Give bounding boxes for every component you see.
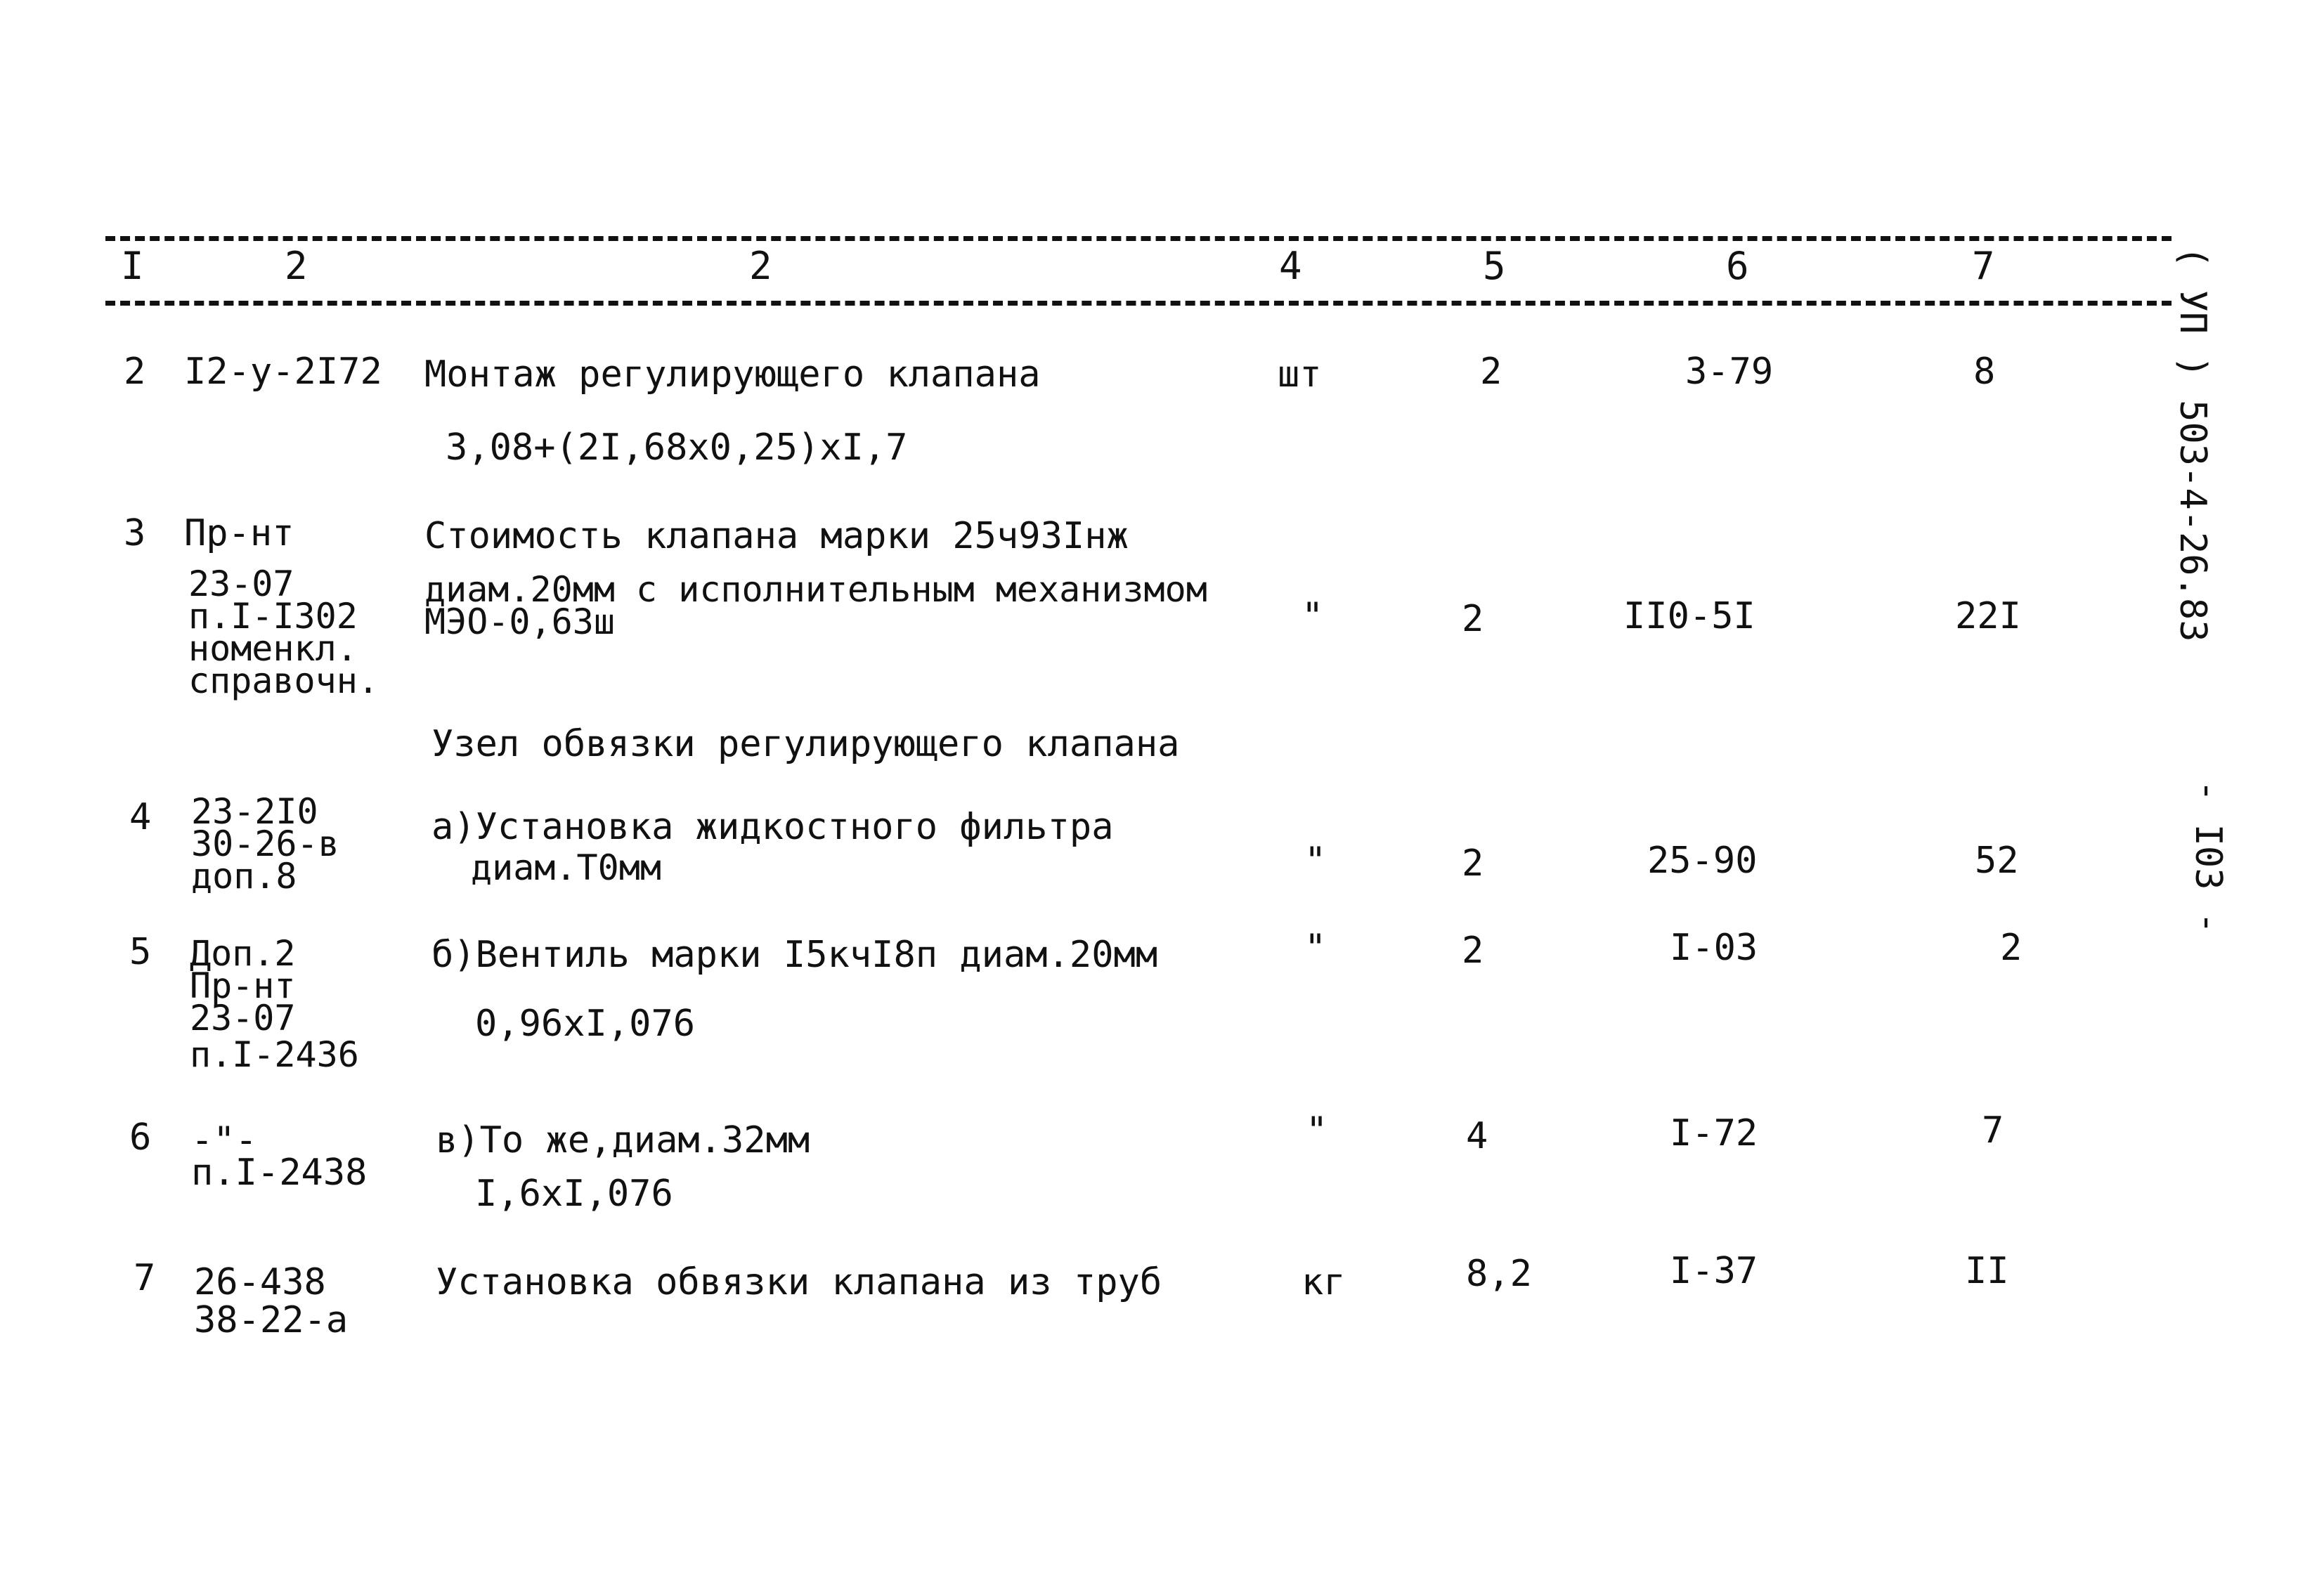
row-description: б)Вентиль марки I5кчI8п диам.20мм [431, 934, 1158, 976]
row-number: 2 [124, 351, 146, 393]
row-reference-line: п.I-2436 [190, 1034, 359, 1075]
row-number: 6 [129, 1116, 152, 1159]
header-col-1: I [121, 244, 144, 288]
row-number: 5 [129, 931, 152, 973]
row-reference: 23-2I0 [191, 791, 318, 832]
row-reference-line: п.I-2438 [191, 1152, 368, 1194]
row-description: Стоимость клапана марки 25ч93Iнж [424, 515, 1129, 557]
row-quantity: 4 [1466, 1115, 1488, 1157]
header-col-3: 2 [749, 244, 772, 288]
row-description: в)То же,диам.32мм [436, 1119, 810, 1161]
row-formula: 0,96xI,076 [475, 1003, 696, 1045]
row-reference-line: 30-26-в [191, 823, 339, 864]
row-reference: Пр-нт [184, 512, 294, 554]
row-quantity: 2 [1462, 598, 1484, 640]
header-col-4: 4 [1279, 244, 1302, 288]
row-number: 4 [129, 796, 152, 838]
group-heading: Узел обвязки регулирующего клапана [431, 723, 1180, 765]
row-price: 3-79 [1685, 351, 1774, 393]
row-description-line: диам.Т0мм [471, 847, 661, 888]
row-formula: 3,08+(2I,68x0,25)xI,7 [446, 426, 908, 469]
row-total: 22I [1955, 595, 2021, 637]
row-quantity: 2 [1462, 842, 1484, 885]
row-reference-line: справочн. [188, 660, 379, 701]
header-col-6: 6 [1726, 244, 1749, 288]
row-description: а)Установка жидкостного фильтра [431, 806, 1114, 848]
row-description: Монтаж регулирующего клапана [424, 353, 1041, 396]
row-description: Установка обвязки клапана из труб [436, 1261, 1162, 1303]
header-col-7: 7 [1972, 244, 1995, 288]
row-total: 7 [1982, 1109, 2004, 1152]
row-reference-line: Пр-нт [190, 965, 296, 1006]
row-price: I-03 [1670, 927, 1758, 969]
row-unit: " [1304, 927, 1327, 969]
row-reference-line: 23-07 [190, 998, 296, 1038]
row-reference-line: 38-22-а [194, 1299, 349, 1341]
row-unit: " [1304, 840, 1327, 882]
row-total: 8 [1973, 351, 1996, 393]
row-quantity: 2 [1462, 930, 1484, 972]
row-price: 25-90 [1647, 840, 1758, 882]
row-reference: Доп.2 [190, 933, 296, 974]
row-total: 2 [2000, 927, 2023, 969]
row-unit: " [1306, 1109, 1328, 1152]
row-reference-line: номенкл. [188, 628, 358, 669]
row-total: II [1965, 1250, 2009, 1292]
row-unit: шт [1278, 353, 1322, 396]
row-reference-line: 23-07 [188, 564, 294, 604]
row-quantity: 2 [1480, 351, 1502, 393]
header-top-rule [105, 236, 2172, 241]
header-bottom-rule [105, 301, 2172, 306]
row-total: 52 [1975, 840, 2019, 882]
header-col-2: 2 [285, 244, 308, 288]
row-unit: " [1301, 595, 1324, 637]
header-col-5: 5 [1483, 244, 1506, 288]
page-number: - I03 - [2187, 780, 2229, 934]
row-reference: I2-у-2I72 [184, 351, 382, 393]
row-description-line: МЭО-0,63ш [424, 601, 615, 642]
row-quantity: 8,2 [1466, 1253, 1532, 1295]
row-price: I-37 [1670, 1250, 1758, 1292]
row-number: 7 [134, 1257, 156, 1299]
row-formula: I,6xI,076 [475, 1173, 673, 1215]
row-unit: кг [1301, 1261, 1346, 1303]
document-code: ( УП ) 503-4-26.83 [2172, 246, 2214, 642]
row-description-line: диам.20мм с исполнительным механизмом [424, 569, 1207, 610]
row-number: 3 [124, 512, 146, 554]
row-reference: -"- [191, 1119, 257, 1161]
row-reference-line: п.I-I302 [188, 596, 358, 637]
row-price: II0-5I [1623, 595, 1755, 637]
row-price: I-72 [1670, 1112, 1758, 1154]
row-reference-line: доп.8 [191, 856, 297, 897]
row-reference: 26-438 [194, 1261, 326, 1303]
